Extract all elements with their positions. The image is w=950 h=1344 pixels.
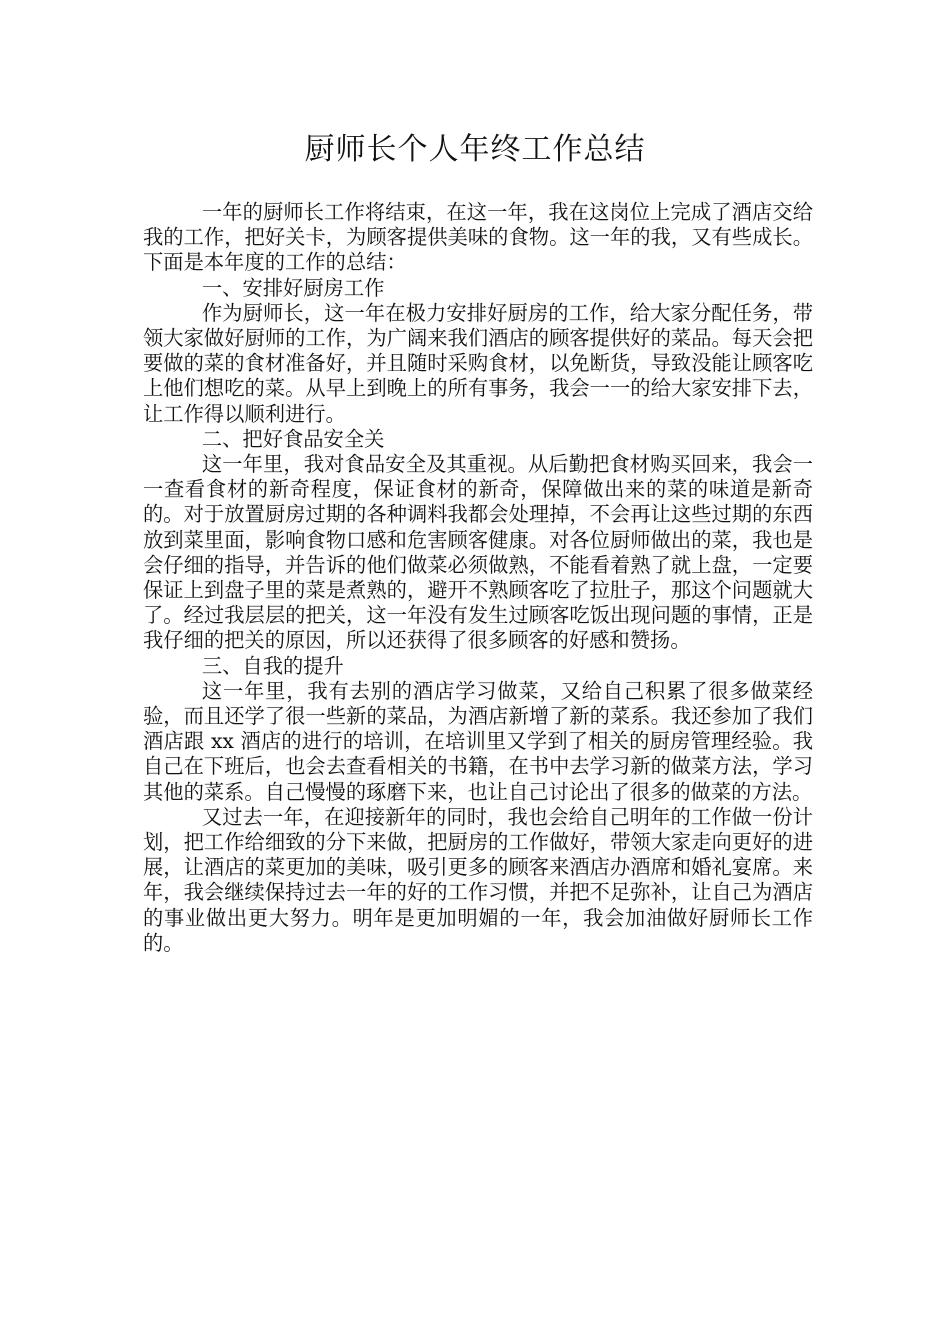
- document-title: 厨师长个人年终工作总结: [304, 132, 646, 167]
- section-3-heading: 三、自我的提升: [201, 653, 344, 678]
- closing-paragraph: 又过去一年，在迎接新年的同时，我也会给自己明年的工作做一份计划，把工作给细致的分下来做，把厨房的工作做好，带领大家走向更好的进展，让酒店的菜更加的美味，吸引更多的顾客来酒店办酒席和婚礼宴席。来年，我会继续保持过去一年的好的工作习惯，并把不足弥补，让自己为酒店的事业做出更大努力。明年是更加明媚的一年，我会加油做好厨师长工作的。: [143, 804, 813, 955]
- section-2-paragraph: 这一年里，我对食品安全及其重视。从后勤把食材购买回来，我会一一查看食材的新奇程度，保证食材的新奇，保障做出来的菜的味道是新奇的。对于放置厨房过期的各种调料我都会处理掉，不会再让这些过期的东西放到菜里面，影响食物口感和危害顾客健康。对各位厨师做出的菜，我也是会仔细的指导，并告诉的他们做菜必须做熟，不能看着熟了就上盘，一定要保证上到盘子里的菜是煮熟的，避开不熟顾客吃了拉肚子，那这个问题就大了。经过我层层的把关，这一年没有发生过顾客吃饭出现问题的事情，正是我仔细的把关的原因，所以还获得了很多顾客的好感和赞扬。: [143, 452, 813, 653]
- section-2-heading: 二、把好食品安全关: [201, 426, 385, 451]
- intro-paragraph: 一年的厨师长工作将结束，在这一年，我在这岗位上完成了酒店交给我的工作，把好关卡，为顾客提供美味的食物。这一年的我，又有些成长。下面是本年度的工作的总结：: [143, 200, 813, 275]
- section-1-heading: 一、安排好厨房工作: [201, 275, 385, 300]
- document-body: [143, 200, 813, 956]
- section-3-paragraph: 这一年里，我有去别的酒店学习做菜，又给自己积累了很多做菜经验，而且还学了很一些新的菜品，为酒店新增了新的菜系。我还参加了我们酒店跟 xx 酒店的进行的培训，在培训里又学到了相关的厨房管理经验。我自己在下班后，也会去查看相关的书籍，在书中去学习新的做菜方法，学习其他的菜系。自己慢慢的琢磨下来，也让自己讨论出了很多的做菜的方法。: [143, 678, 813, 804]
- section-1-paragraph: 作为厨师长，这一年在极力安排好厨房的工作，给大家分配任务，带领大家做好厨师的工作，为广阔来我们酒店的顾客提供好的菜品。每天会把要做的菜的食材准备好，并且随时采购食材，以免断货，导致没能让顾客吃上他们想吃的菜。从早上到晚上的所有事务，我会一一的给大家安排下去，让工作得以顺利进行。: [143, 300, 813, 426]
